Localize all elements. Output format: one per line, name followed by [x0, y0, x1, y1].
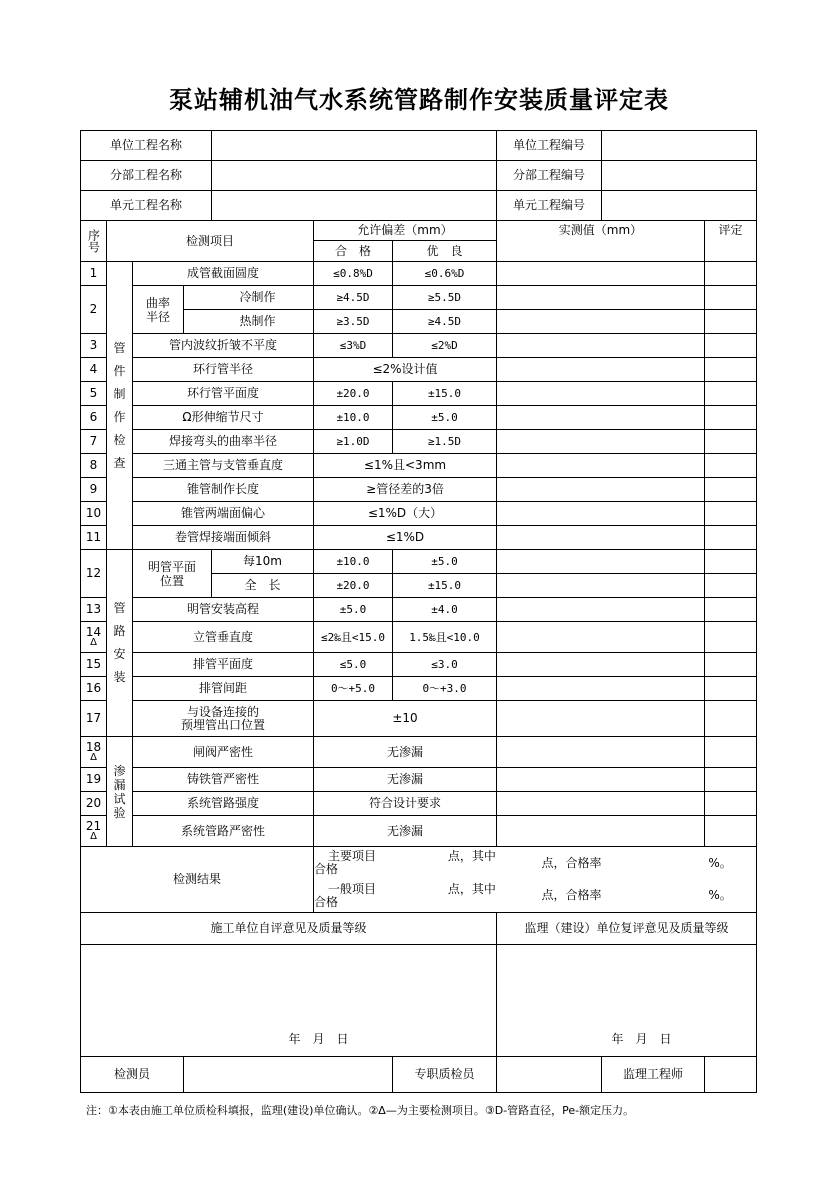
- measured-cell[interactable]: [497, 262, 705, 286]
- measured-cell[interactable]: [497, 430, 705, 454]
- check-item: 立管垂直度: [133, 622, 314, 653]
- table-row: [81, 262, 757, 286]
- table-row: [81, 406, 757, 430]
- row-number: 17: [81, 701, 107, 737]
- row-number-text: 14: [85, 624, 102, 639]
- row-number: 2: [81, 286, 107, 334]
- qualified-header: 合 格: [314, 241, 393, 262]
- group-installation: [107, 550, 133, 737]
- check-item: 闸阀严密性: [133, 737, 314, 768]
- rating-cell[interactable]: [705, 478, 757, 502]
- group-char: 查: [113, 455, 126, 470]
- check-item: 成管截面圆度: [133, 262, 314, 286]
- rating-cell[interactable]: [705, 701, 757, 737]
- header-row-unit: [81, 131, 757, 161]
- group-char: 路: [113, 624, 126, 638]
- tolerance-value: 符合设计要求: [314, 792, 497, 816]
- check-item: 冷制作: [184, 286, 314, 310]
- row-number: [81, 622, 107, 653]
- qualified-value: ±20.0: [314, 382, 393, 406]
- excellent-value: 0～+3.0: [393, 677, 497, 701]
- unit-name-field[interactable]: [212, 131, 497, 161]
- table-row: [81, 430, 757, 454]
- row-number: 5: [81, 382, 107, 406]
- supervision-date: 年 月 日: [611, 1032, 672, 1046]
- measured-cell[interactable]: [497, 310, 705, 334]
- rating-cell[interactable]: [705, 768, 757, 792]
- measured-cell[interactable]: [497, 598, 705, 622]
- tolerance-value: ≤1%D（大）: [314, 502, 497, 526]
- check-item: 每10m: [212, 550, 314, 574]
- table-row: [81, 792, 757, 816]
- bend-radius-label: [133, 286, 184, 334]
- table-row: [81, 526, 757, 550]
- group-char: 验: [113, 805, 126, 820]
- unit-no-label: 单位工程编号: [497, 131, 602, 161]
- rating-cell[interactable]: [705, 574, 757, 598]
- measured-cell[interactable]: [497, 768, 705, 792]
- row-number-text: 21: [85, 818, 102, 833]
- excellent-value: ≤0.6%D: [393, 262, 497, 286]
- table-row: [81, 334, 757, 358]
- group-char: 作: [113, 409, 126, 424]
- row-number: 13: [81, 598, 107, 622]
- rating-header: 评定: [705, 221, 757, 262]
- group-char: 渗: [113, 763, 126, 778]
- tolerance-value: 无渗漏: [314, 816, 497, 847]
- seq-header-text: 序号: [86, 229, 101, 253]
- tolerance-value: ≥管径差的3倍: [314, 478, 497, 502]
- inspector-label: 检测员: [81, 1057, 184, 1093]
- part-name-label: 分部工程名称: [81, 161, 212, 191]
- rating-cell[interactable]: [705, 286, 757, 310]
- excellent-value: ≥4.5D: [393, 310, 497, 334]
- tolerance-value: ≤1%且<3mm: [314, 454, 497, 478]
- check-item: 排管平面度: [133, 653, 314, 677]
- group-char: 漏: [113, 777, 126, 792]
- measured-cell[interactable]: [497, 701, 705, 737]
- table-row: [81, 478, 757, 502]
- group-char: 管: [113, 340, 126, 355]
- part-name-field[interactable]: [212, 161, 497, 191]
- table-row: [81, 286, 757, 310]
- result-general-cell: [314, 880, 497, 913]
- rating-cell[interactable]: [705, 653, 757, 677]
- unit-name-label: 单位工程名称: [81, 131, 212, 161]
- check-item: Ω形伸缩节尺寸: [133, 406, 314, 430]
- table-row: [81, 382, 757, 406]
- qualified-value: ≤3%D: [314, 334, 393, 358]
- check-item: 三通主管与支管垂直度: [133, 454, 314, 478]
- measured-cell[interactable]: [497, 502, 705, 526]
- measured-cell[interactable]: [497, 792, 705, 816]
- result-row-main: [81, 847, 757, 880]
- construction-opinion-header: 施工单位自评意见及质量等级: [81, 913, 497, 945]
- row-number: 12: [81, 550, 107, 598]
- tolerance-value: 无渗漏: [314, 768, 497, 792]
- measured-cell[interactable]: [497, 550, 705, 574]
- measured-cell[interactable]: [497, 358, 705, 382]
- table-row: [81, 622, 757, 653]
- table-row: [81, 816, 757, 847]
- group-char: 装: [113, 670, 126, 684]
- qualified-value: ±20.0: [314, 574, 393, 598]
- measured-cell[interactable]: [497, 816, 705, 847]
- tolerance-value: ≤1%D: [314, 526, 497, 550]
- rating-cell[interactable]: [705, 502, 757, 526]
- check-item: 环行管半径: [133, 358, 314, 382]
- group-char: 管: [113, 601, 126, 615]
- points-qualified-text: 点，其中合格: [314, 881, 496, 909]
- element-name-field[interactable]: [212, 191, 497, 221]
- excellent-value: ±15.0: [393, 574, 497, 598]
- open-pipe-position-label: [133, 550, 212, 598]
- rating-cell[interactable]: [705, 737, 757, 768]
- group-fabrication: [107, 262, 133, 550]
- qualified-value: ≥4.5D: [314, 286, 393, 310]
- group-char: 安: [113, 647, 126, 661]
- excellent-value: ±15.0: [393, 382, 497, 406]
- row-number: [81, 816, 107, 847]
- table-row: [81, 677, 757, 701]
- unit-no-field[interactable]: [602, 131, 757, 161]
- item-header: 检测项目: [107, 221, 314, 262]
- points-qualified-text: 点，其中合格: [314, 849, 496, 877]
- measured-cell[interactable]: [497, 653, 705, 677]
- element-name-label: 单元工程名称: [81, 191, 212, 221]
- page-title: 泵站辅机油气水系统管路制作安装质量评定表: [169, 86, 669, 114]
- group-char: 检: [113, 432, 126, 447]
- general-item-label: 一般项目: [328, 881, 377, 896]
- key-item-mark: Δ: [90, 636, 97, 648]
- element-no-field[interactable]: [602, 191, 757, 221]
- measured-cell[interactable]: [497, 334, 705, 358]
- row-number: 3: [81, 334, 107, 358]
- qualified-value: ≤5.0: [314, 653, 393, 677]
- rating-cell[interactable]: [705, 382, 757, 406]
- check-item: 系统管路强度: [133, 792, 314, 816]
- row-number: 7: [81, 430, 107, 454]
- check-item: 焊接弯头的曲率半径: [133, 430, 314, 454]
- measured-cell[interactable]: [497, 478, 705, 502]
- table-row: [81, 358, 757, 382]
- part-no-label: 分部工程编号: [497, 161, 602, 191]
- row-number: 8: [81, 454, 107, 478]
- result-label: 检测结果: [81, 847, 314, 913]
- measured-cell[interactable]: [497, 622, 705, 653]
- result-main-cell: [314, 847, 497, 880]
- supervision-opinion-header: 监理（建设）单位复评意见及质量等级: [497, 913, 757, 945]
- check-item: 明管安装高程: [133, 598, 314, 622]
- row-number: 16: [81, 677, 107, 701]
- measured-cell[interactable]: [497, 454, 705, 478]
- tolerance-header: 允许偏差（mm）: [314, 221, 497, 241]
- excellent-value: ≤2%D: [393, 334, 497, 358]
- measured-cell[interactable]: [497, 574, 705, 598]
- row-number: 19: [81, 768, 107, 792]
- check-item: 热制作: [184, 310, 314, 334]
- element-no-label: 单元工程编号: [497, 191, 602, 221]
- tolerance-value: ±10: [314, 701, 497, 737]
- main-item-label: 主要项目: [328, 849, 377, 864]
- table-row: [81, 701, 757, 737]
- excellent-value: ≥5.5D: [393, 286, 497, 310]
- rating-cell[interactable]: [705, 792, 757, 816]
- row-number: [81, 737, 107, 768]
- qualified-value: ≥3.5D: [314, 310, 393, 334]
- check-item: 铸铁管严密性: [133, 768, 314, 792]
- measured-header: 实测值（mm）: [497, 221, 705, 262]
- part-no-field[interactable]: [602, 161, 757, 191]
- group-char: 件: [113, 363, 126, 378]
- check-item: 锥管两端面偏心: [133, 502, 314, 526]
- rating-cell[interactable]: [705, 430, 757, 454]
- percent-text: %。: [708, 888, 732, 903]
- engineer-label: 监理工程师: [602, 1057, 705, 1093]
- row-number: 11: [81, 526, 107, 550]
- inspector-signature[interactable]: [184, 1057, 393, 1093]
- row-number: 1: [81, 262, 107, 286]
- group-leak-test: [107, 737, 133, 847]
- result-general-rate: [497, 880, 757, 913]
- tolerance-value: 无渗漏: [314, 737, 497, 768]
- measured-cell[interactable]: [497, 286, 705, 310]
- check-item: 卷管焊接端面倾斜: [133, 526, 314, 550]
- rating-cell[interactable]: [705, 526, 757, 550]
- check-item: 与设备连接的 预埋管出口位置: [133, 701, 314, 737]
- pass-rate-text: 点，合格率: [541, 888, 602, 903]
- open-pipe-position-text: 明管平面位置: [147, 559, 196, 588]
- group-char: 制: [113, 386, 126, 401]
- measured-cell[interactable]: [497, 526, 705, 550]
- table-row: [81, 550, 757, 574]
- table-row: [81, 653, 757, 677]
- header-row-part: [81, 161, 757, 191]
- table-row: [81, 737, 757, 768]
- group-char: 试: [113, 791, 126, 806]
- check-item: 排管间距: [133, 677, 314, 701]
- measured-cell[interactable]: [497, 382, 705, 406]
- signature-row: [81, 1057, 757, 1093]
- check-item: 管内波纹折皱不平度: [133, 334, 314, 358]
- check-item: 全 长: [212, 574, 314, 598]
- qualified-value: ≤2‰且<15.0: [314, 622, 393, 653]
- bend-radius-text: 曲率半径: [145, 295, 170, 324]
- rating-cell[interactable]: [705, 310, 757, 334]
- check-item: 环行管平面度: [133, 382, 314, 406]
- measured-cell[interactable]: [497, 737, 705, 768]
- opinion-body-row: [81, 945, 757, 1057]
- rating-cell[interactable]: [705, 816, 757, 847]
- rating-cell[interactable]: [705, 598, 757, 622]
- header-row-element: [81, 191, 757, 221]
- engineer-signature[interactable]: [705, 1057, 757, 1093]
- row-number: 4: [81, 358, 107, 382]
- excellent-value: 1.5‰且<10.0: [393, 622, 497, 653]
- excellent-value: ±5.0: [393, 406, 497, 430]
- table-row: [81, 502, 757, 526]
- table-row: [81, 598, 757, 622]
- rating-cell[interactable]: [705, 262, 757, 286]
- measured-cell[interactable]: [497, 406, 705, 430]
- qa-label: 专职质检员: [393, 1057, 497, 1093]
- check-item: 锥管制作长度: [133, 478, 314, 502]
- qualified-value: 0～+5.0: [314, 677, 393, 701]
- measured-cell[interactable]: [497, 677, 705, 701]
- excellent-header: 优 良: [393, 241, 497, 262]
- qualified-value: ≤0.8%D: [314, 262, 393, 286]
- qa-signature[interactable]: [497, 1057, 602, 1093]
- qualified-value: ±5.0: [314, 598, 393, 622]
- column-header-row: [81, 221, 757, 241]
- row-number: 6: [81, 406, 107, 430]
- tolerance-value: ≤2%设计值: [314, 358, 497, 382]
- rating-cell[interactable]: [705, 550, 757, 574]
- supervision-opinion-area[interactable]: [497, 945, 757, 1057]
- rating-cell[interactable]: [705, 358, 757, 382]
- rating-cell[interactable]: [705, 334, 757, 358]
- construction-date: 年 月 日: [288, 1032, 349, 1046]
- rating-cell[interactable]: [705, 622, 757, 653]
- rating-cell[interactable]: [705, 406, 757, 430]
- qualified-value: ±10.0: [314, 550, 393, 574]
- seq-header: [81, 221, 107, 262]
- qualified-value: ±10.0: [314, 406, 393, 430]
- construction-opinion-area[interactable]: [81, 945, 497, 1057]
- rating-cell[interactable]: [705, 454, 757, 478]
- qualified-value: ≥1.0D: [314, 430, 393, 454]
- excellent-value: ±4.0: [393, 598, 497, 622]
- key-item-mark: Δ: [90, 830, 97, 842]
- opinion-header-row: [81, 913, 757, 945]
- rating-cell[interactable]: [705, 677, 757, 701]
- footnote: 注：①本表由施工单位质检科填报，监理(建设)单位确认。②Δ—为主要检测项目。③D-管路直径，Pe-额定压力。: [86, 1104, 635, 1117]
- check-item: 系统管路严密性: [133, 816, 314, 847]
- result-main-rate: [497, 847, 757, 880]
- pass-rate-text: 点，合格率: [541, 855, 602, 870]
- excellent-value: ≥1.5D: [393, 430, 497, 454]
- table-row: [81, 454, 757, 478]
- row-number: 10: [81, 502, 107, 526]
- excellent-value: ±5.0: [393, 550, 497, 574]
- row-number-text: 18: [85, 739, 102, 754]
- excellent-value: ≤3.0: [393, 653, 497, 677]
- table-row: [81, 768, 757, 792]
- key-item-mark: Δ: [90, 751, 97, 763]
- row-number: 9: [81, 478, 107, 502]
- quality-assessment-table: [80, 130, 757, 1093]
- row-number: 20: [81, 792, 107, 816]
- percent-text: %。: [708, 855, 732, 870]
- row-number: 15: [81, 653, 107, 677]
